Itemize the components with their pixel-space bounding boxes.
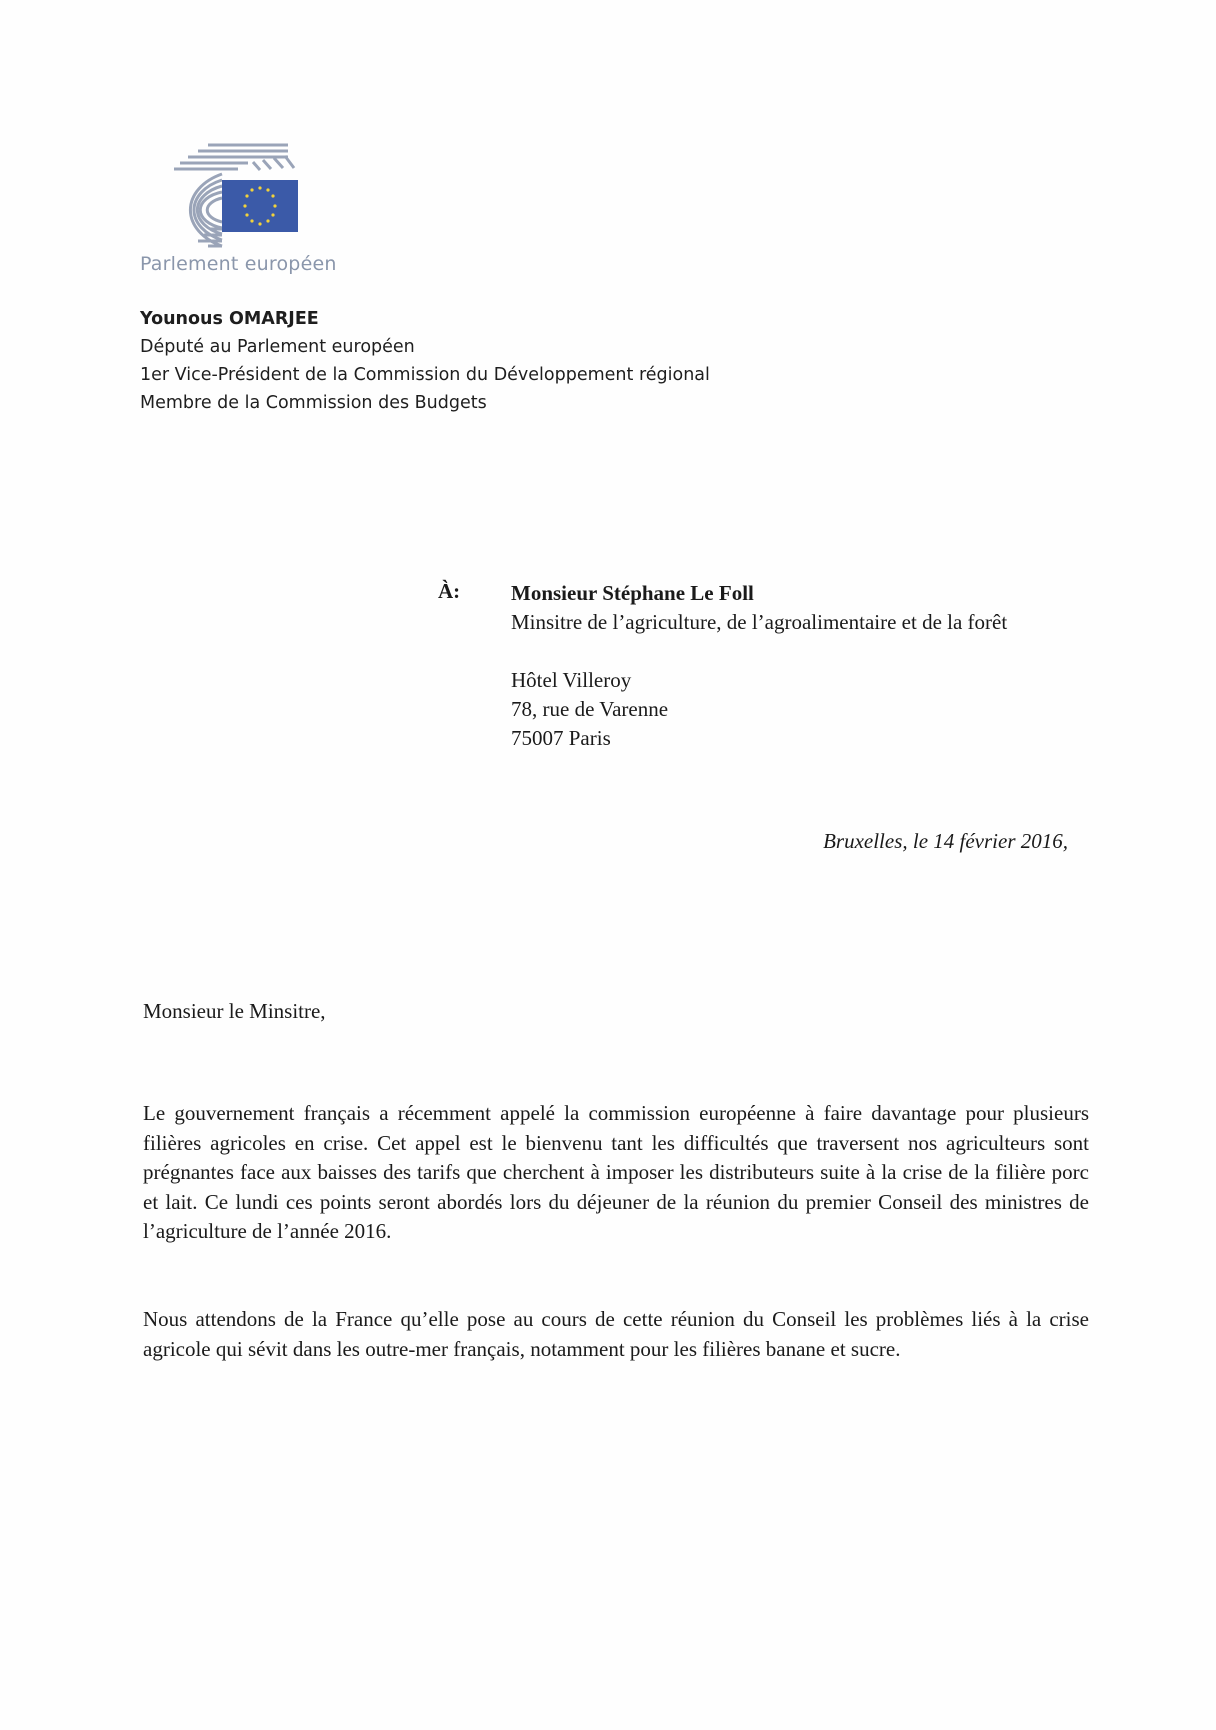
european-parliament-logo: [138, 142, 338, 252]
sender-title-line: Membre de la Commission des Budgets: [140, 393, 487, 413]
recipient-title: Minsitre de l’agriculture, de l’agroalimentaire et de la forêt: [511, 610, 1008, 634]
recipient-block: [511, 579, 1007, 753]
sender-title-line: 1er Vice-Président de la Commission du Développement régional: [140, 365, 710, 385]
hemicycle-flag-logo: [138, 142, 338, 252]
spacer: [511, 637, 1007, 666]
recipient-address-line: 78, rue de Varenne: [511, 697, 669, 721]
sender-title-line: Député au Parlement européen: [140, 337, 415, 357]
recipient-address-line: Hôtel Villeroy: [511, 668, 632, 692]
recipient-name: Monsieur Stéphane Le Foll: [511, 581, 754, 605]
recipient-label: À:: [438, 579, 461, 603]
letter-date: Bruxelles, le 14 février 2016,: [823, 829, 1068, 853]
body-paragraph: Le gouvernement français a récemment appelé la commission européenne à faire davantage pour plusieurs filières agricoles en crise. Cet appel est le bienvenu tant les difficultés que traversent nos agriculteurs sont prégnantes face aux baisses des tarifs que cherchent à imposer les distributeurs suite à la crise de la filière porc et lait. Ce lundi ces points seront abordés lors du déjeuner de la réunion du premier Conseil des ministres de l’agriculture de l’année 2016.: [143, 1101, 1089, 1243]
salutation: Monsieur le Minsitre,: [143, 999, 326, 1023]
recipient-address-line: 75007 Paris: [511, 726, 611, 750]
sender-block: [140, 305, 710, 417]
body-paragraph: Nous attendons de la France qu’elle pose au cours de cette réunion du Conseil les problèmes liés à la crise agricole qui sévit dans les outre-mer français, notamment pour les filières banane et sucre.: [143, 1307, 1089, 1361]
sender-name: Younous OMARJEE: [140, 309, 319, 329]
logo-wordmark: Parlement européen: [140, 253, 337, 275]
